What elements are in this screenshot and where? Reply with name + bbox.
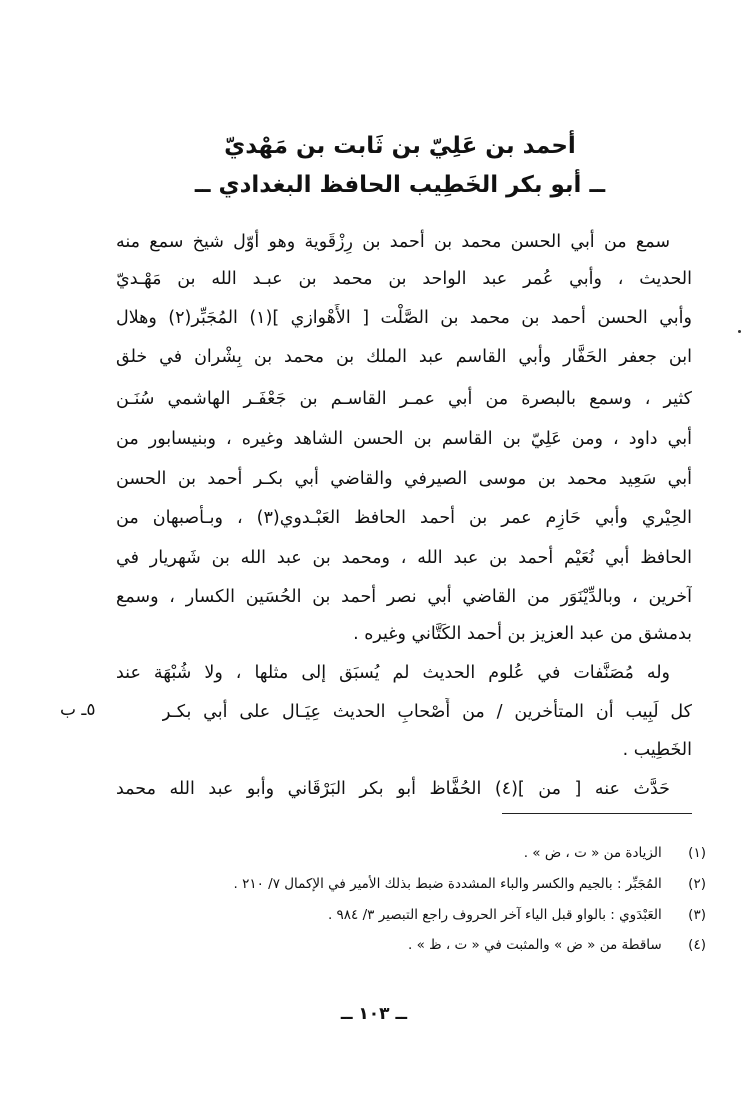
page-number: ــ ١٠٣ ــ (340, 1004, 408, 1024)
body-line: وله مُصَنَّفات في عُلوم الحديث لم يُسبَق إلى مثلها ، ولا شُبْهَة عند (116, 663, 670, 683)
body-line: أبي داود ، ومن عَلِيّ بن القاسم بن الحسن الشاهد وغيره ، وبنيسابور من (116, 429, 692, 449)
body-line: ابن جعفر الحَفَّار وأبي القاسم عبد الملك بن محمد بن بِشْران في خلق (116, 347, 692, 367)
biography-title: أحمد بن عَلِيّ بن ثَابت بن مَهْديّ (224, 133, 576, 159)
footnote (66, 843, 706, 863)
footnote-separator (502, 813, 692, 814)
body-line: الخَطِيب . (622, 740, 692, 760)
footnote (66, 935, 706, 955)
body-line: سمع من أبي الحسن محمد بن أحمد بن رِزْقَوية وهو أوّل شيخ سمع منه (116, 232, 670, 252)
footnote-text: الزيادة من « ت ، ض » . (523, 845, 662, 861)
body-line: آخرين ، وبالدِّيْنَوَر من القاضي أبي نصر أحمد بن الحُسَين الكسار ، وسمع (116, 587, 692, 607)
manuscript-folio-marker: ٥ـ ب (60, 700, 96, 720)
footnote (66, 905, 706, 925)
body-line: بدمشق من عبد العزيز بن أحمد الكَتَّاني وغيره . (353, 624, 692, 644)
body-line: حَدَّث عنه [ من ](٤) الحُفَّاظ أبو بكر البَرْقَاني وأبو عبد الله محمد (116, 779, 670, 799)
body-line: الحديث ، وأبي عُمر عبد الواحد بن محمد بن عبـد الله بن مَهْـديّ (116, 269, 692, 289)
footnote (66, 874, 706, 894)
footnote-number: (١) (688, 845, 706, 861)
body-line: وأبي الحسن أحمد بن محمد بن الصَّلْت [ الأَهْوازي ](١) المُجَبِّر(٢) وهلال (116, 308, 692, 328)
body-line: الحافظ أبي نُعَيْم أحمد بن عبد الله ، ومحمد بن عبد الله بن شَهريار في (116, 548, 692, 568)
body-line: أبي سَعِيد محمد بن موسى الصيرفي والقاضي أبي بكـر أحمد بن الحسن (116, 469, 692, 489)
scan-speck (738, 330, 741, 333)
footnote-number: (٢) (688, 876, 706, 892)
footnote-text: العَبْدَوي : بالواو قبل الياء آخر الحروف راجع التبصير ٣/ ٩٨٤ . (327, 907, 662, 923)
body-line: كل لَبِيب أن المتأخرين / من أَصْحابِ الحديث عِيَـال على أبي بكـر (162, 702, 692, 722)
footnote-number: (٣) (688, 907, 706, 923)
biography-subtitle: ــ أبو بكر الخَطِيب الحافظ البغدادي ــ (194, 172, 606, 198)
body-line: الحِيْري وأبي حَازِم عمر بن أحمد الحافظ العَبْـدوي(٣) ، وبـأصبهان من (116, 508, 692, 528)
footnote-text: ساقطة من « ض » والمثبت في « ت ، ظ » . (408, 937, 662, 953)
body-line: كثير ، وسمع بالبصرة من أبي عمـر القاسـم بن جَعْفَـر الهاشمي سُنَـن (116, 389, 692, 409)
footnote-number: (٤) (688, 937, 706, 953)
footnote-text: المُجَبِّر : بالجيم والكسر والباء المشددة ضبط بذلك الأمير في الإكمال ٧/ ٢١٠ . (233, 876, 662, 892)
